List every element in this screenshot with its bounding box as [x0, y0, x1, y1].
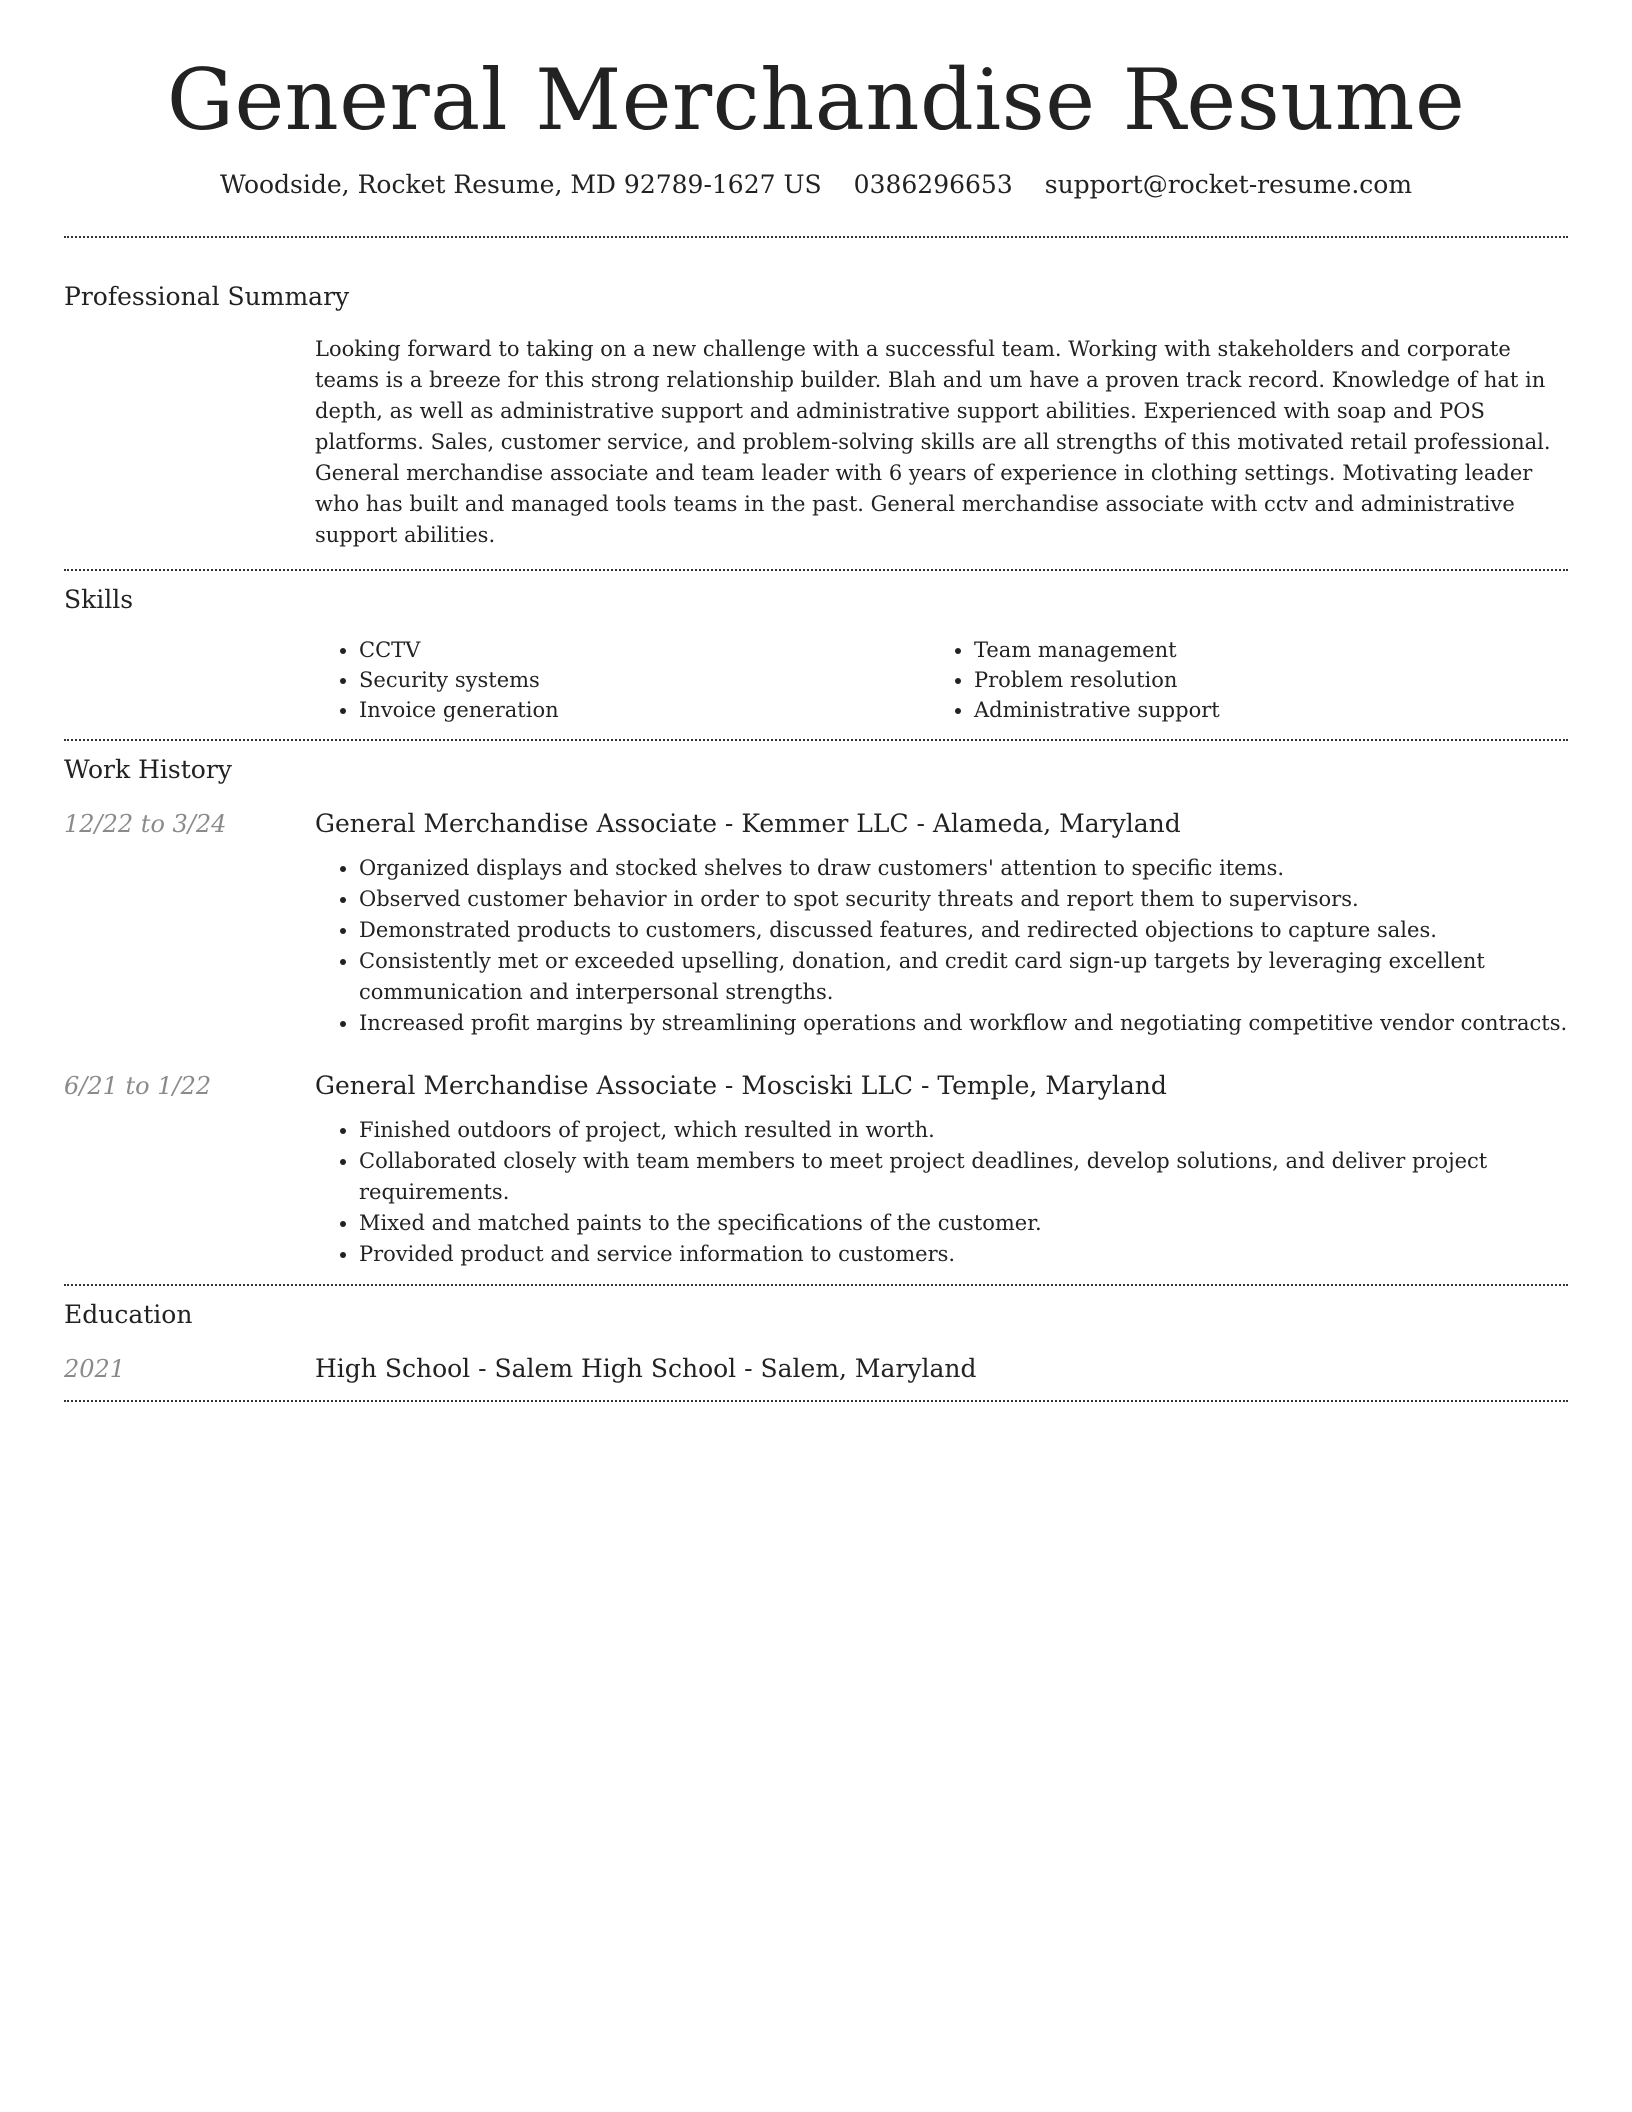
professional-summary-section [64, 238, 1568, 551]
education-entry [64, 1352, 1568, 1386]
work-history-section [64, 741, 1568, 1284]
resume-header [64, 0, 1568, 202]
job-dates: 6/21 to 1/22 [64, 1072, 212, 1100]
education-year: 2021 [64, 1355, 126, 1383]
job-bullet: • Organized displays and stocked shelves to draw customers' attention to specific items. [359, 853, 1568, 884]
job-title: General Merchandise Associate - Kemmer LLC - Alameda, Maryland [315, 809, 1181, 838]
contact-phone: 0386296653 [853, 170, 1013, 199]
skill-item: • Invoice generation [359, 695, 930, 725]
section-title-work: Work History [64, 755, 232, 784]
skills-section [64, 571, 1568, 725]
skills-list-right [930, 635, 1568, 725]
job-bullet: • Demonstrated products to customers, discussed features, and redirected objections to capture sales. [359, 915, 1568, 946]
job-bullet: • Collaborated closely with team members to meet project deadlines, develop solutions, and deliver project requirements. [359, 1146, 1568, 1208]
job-bullets [315, 853, 1568, 1039]
skill-item: • Security systems [359, 665, 930, 695]
resume-title: General Merchandise Resume [166, 51, 1466, 149]
education-title: High School - Salem High School - Salem, Maryland [315, 1354, 977, 1383]
section-divider [64, 1400, 1568, 1402]
job-bullet: • Consistently met or exceeded upselling, donation, and credit card sign-up targets by leveraging excellent communication and interpersonal strengths. [359, 946, 1568, 1008]
section-title-summary: Professional Summary [64, 282, 350, 311]
job-entry [64, 1069, 1568, 1270]
contact-address: Woodside, Rocket Resume, MD 92789-1627 US [219, 170, 822, 199]
job-bullet: • Observed customer behavior in order to spot security threats and report them to supervisors. [359, 884, 1568, 915]
contact-info [64, 168, 1568, 202]
job-title: General Merchandise Associate - Mosciski LLC - Temple, Maryland [315, 1071, 1167, 1100]
job-bullet: • Increased profit margins by streamlining operations and workflow and negotiating competitive vendor contracts. [359, 1008, 1568, 1039]
job-bullet: • Finished outdoors of project, which resulted in worth. [359, 1115, 1568, 1146]
section-title-skills: Skills [64, 585, 134, 614]
skill-item: • Problem resolution [974, 665, 1568, 695]
summary-text: Looking forward to taking on a new challenge with a successful team. Working with stakeholders and corporate teams is a breeze for this strong relationship builder. Blah and um have a proven track record. Knowledge of hat in depth, as well as administrative support and administrative support abilities. Experienced with soap and POS platforms. Sales, customer service, and problem-solving skills are all strengths of this motivated retail professional. General merchandise associate and team leader with 6 years of experience in clothing settings. Motivating leader who has built and managed tools teams in the past. General merchandise associate with cctv and administrative support abilities. [315, 337, 1551, 547]
skill-item: • Team management [974, 635, 1568, 665]
education-section [64, 1286, 1568, 1386]
job-body [315, 1069, 1568, 1270]
skills-list-left [315, 635, 930, 725]
job-entry [64, 807, 1568, 1039]
contact-email: support@rocket-resume.com [1044, 170, 1413, 199]
job-body [315, 807, 1568, 1039]
job-dates: 12/22 to 3/24 [64, 810, 227, 838]
section-title-education: Education [64, 1300, 193, 1329]
skills-grid [315, 635, 1568, 725]
skill-item: • CCTV [359, 635, 930, 665]
job-bullets [315, 1115, 1568, 1270]
spacer [64, 1270, 1568, 1284]
job-bullet: • Mixed and matched paints to the specifications of the customer. [359, 1208, 1568, 1239]
job-bullet: • Provided product and service information to customers. [359, 1239, 1568, 1270]
skill-item: • Administrative support [974, 695, 1568, 725]
